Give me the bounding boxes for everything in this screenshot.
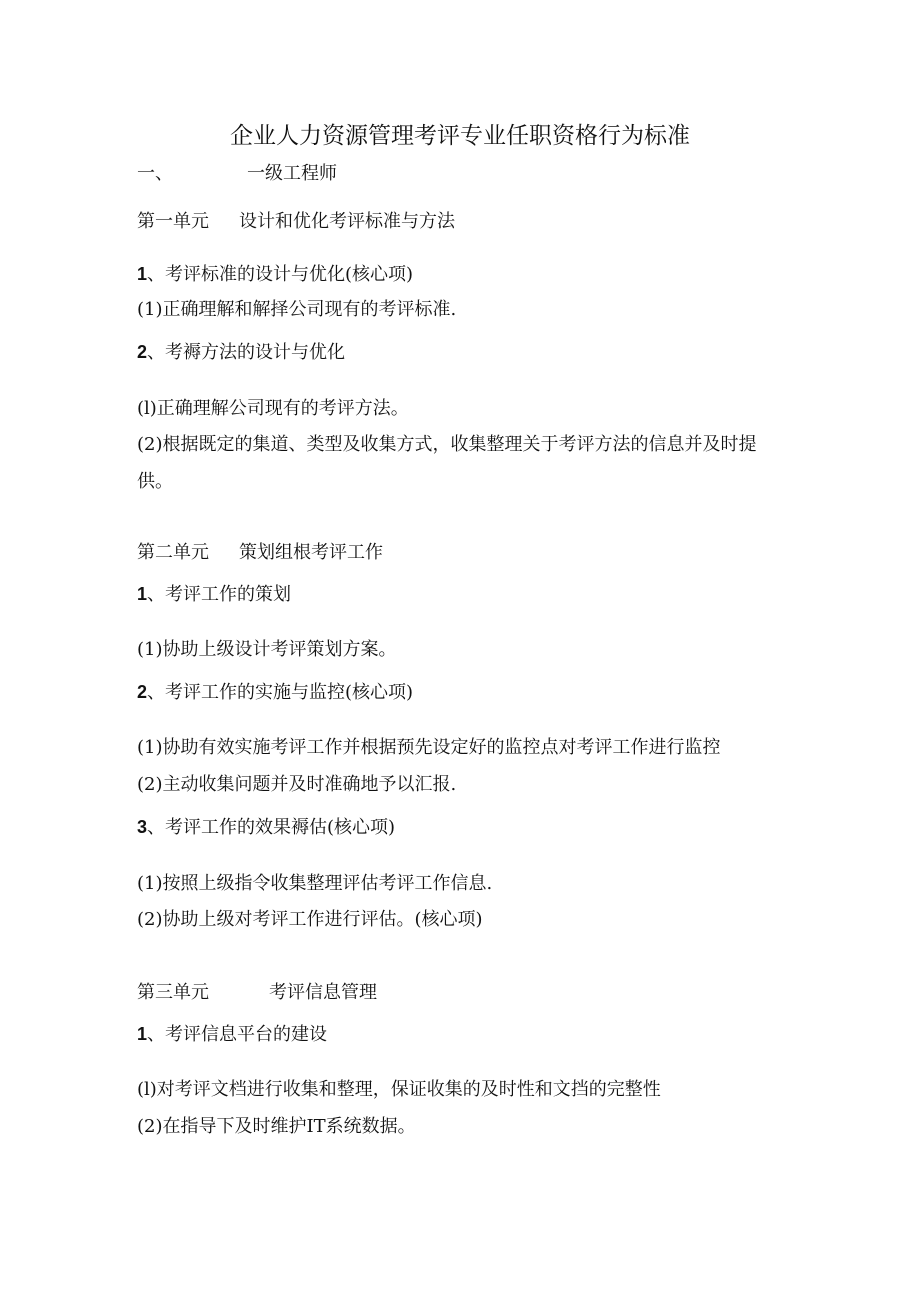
unit-heading xyxy=(137,981,377,1005)
unit-heading xyxy=(137,541,383,565)
item-text: 、考评标准的设计与优化(核心项) xyxy=(147,264,414,285)
item-number: 1 xyxy=(137,264,148,284)
sub-item: (1)正确理解和解择公司现有的考评标准. xyxy=(137,299,457,320)
item-heading xyxy=(137,680,413,705)
item-text: 、考评工作的策划 xyxy=(147,584,292,605)
item-heading xyxy=(137,340,345,365)
item-number: 1 xyxy=(137,584,148,604)
level-name: 一级工程师 xyxy=(247,163,337,184)
sub-item: (1)按照上级指令收集整理评估考评工作信息. xyxy=(137,873,493,894)
item-number: 3 xyxy=(137,817,148,837)
item-number: 1 xyxy=(137,1024,148,1044)
sub-item: 供。 xyxy=(137,471,173,492)
sub-item: (l)对考评文档进行收集和整理，保证收集的及时性和文挡的完整性 xyxy=(137,1079,661,1100)
item-text: 、考评工作的效果褥估(核心项) xyxy=(147,817,396,838)
item-text: 、考评工作的实施与监控(核心项) xyxy=(147,682,414,703)
unit-label: 第一单元 xyxy=(137,211,209,232)
item-heading xyxy=(137,1022,327,1047)
sub-item: (1)协助有效实施考评工作并根据预先设定好的监控点对考评工作进行监控 xyxy=(137,737,721,758)
sub-item: (1)协助上级设计考评策划方案。 xyxy=(137,639,397,660)
unit-label: 第三单元 xyxy=(137,982,209,1003)
item-heading xyxy=(137,582,291,607)
sub-item: (2)根据既定的集道、类型及收集方式，收集整理关于考评方法的信息并及时提 xyxy=(137,434,757,455)
unit-name: 策划组根考评工作 xyxy=(239,542,383,563)
item-number: 2 xyxy=(137,342,148,362)
item-heading xyxy=(137,815,395,840)
sub-item: (2)协助上级对考评工作进行评估。(核心项) xyxy=(137,909,483,930)
level-heading xyxy=(137,162,337,186)
item-heading xyxy=(137,262,413,287)
sub-item: (2)主动收集问题并及时准确地予以汇报. xyxy=(137,774,457,795)
unit-label: 第二单元 xyxy=(137,542,209,563)
document-title: 企业人力资源管理考评专业任职资格行为标准 xyxy=(230,123,690,149)
item-text: 、考评信息平台的建设 xyxy=(147,1024,328,1045)
sub-item: (2)在指导下及时维护IT系统数据。 xyxy=(137,1116,416,1137)
level-index: 一、 xyxy=(137,163,173,184)
unit-name: 设计和优化考评标准与方法 xyxy=(239,211,455,232)
sub-item: (l)正确理解公司现有的考评方法。 xyxy=(137,398,409,419)
item-number: 2 xyxy=(137,682,148,702)
unit-heading xyxy=(137,210,455,234)
unit-name: 考评信息管理 xyxy=(269,982,377,1003)
item-text: 、考褥方法的设计与优化 xyxy=(147,342,346,363)
